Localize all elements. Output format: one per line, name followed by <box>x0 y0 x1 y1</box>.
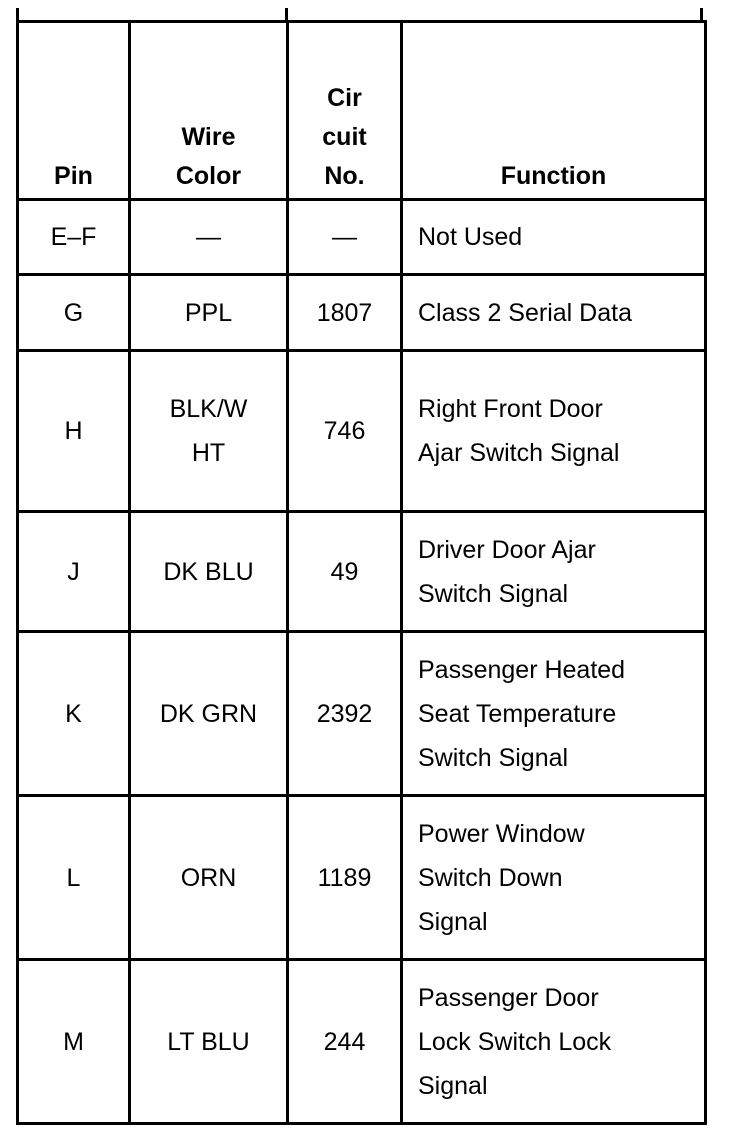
connector-pinout-table <box>16 20 707 1125</box>
wire-color-cell: PPL <box>130 275 288 351</box>
table-row <box>18 796 706 960</box>
circuit-cell: 244 <box>288 960 402 1124</box>
pin-cell: H <box>18 351 130 512</box>
table-row <box>18 512 706 632</box>
circuit-cell: 1807 <box>288 275 402 351</box>
function-cell: Passenger Heated Seat Temperature Switch Signal <box>402 632 706 796</box>
table-row <box>18 960 706 1124</box>
wire-color-cell: DK GRN <box>130 632 288 796</box>
table-row <box>18 275 706 351</box>
circuit-cell: 49 <box>288 512 402 632</box>
header-function: Function <box>402 22 706 200</box>
header-pin: Pin <box>18 22 130 200</box>
pin-cell: J <box>18 512 130 632</box>
header-row <box>18 22 706 200</box>
wire-color-cell: ORN <box>130 796 288 960</box>
wire-color-cell: LT BLU <box>130 960 288 1124</box>
function-cell: Not Used <box>402 200 706 275</box>
pin-cell: E–F <box>18 200 130 275</box>
pin-cell: M <box>18 960 130 1124</box>
wire-color-cell: BLK/W HT <box>130 351 288 512</box>
function-cell: Class 2 Serial Data <box>402 275 706 351</box>
pin-cell: G <box>18 275 130 351</box>
function-cell: Power Window Switch Down Signal <box>402 796 706 960</box>
circuit-cell: 1189 <box>288 796 402 960</box>
function-cell: Passenger Door Lock Switch Lock Signal <box>402 960 706 1124</box>
wire-color-cell: DK BLU <box>130 512 288 632</box>
header-wire-color: Wire Color <box>130 22 288 200</box>
pin-cell: L <box>18 796 130 960</box>
header-circuit-number: Cir cuit No. <box>288 22 402 200</box>
pin-cell: K <box>18 632 130 796</box>
circuit-cell: — <box>288 200 402 275</box>
table-row <box>18 200 706 275</box>
circuit-cell: 2392 <box>288 632 402 796</box>
circuit-cell: 746 <box>288 351 402 512</box>
wire-color-cell: — <box>130 200 288 275</box>
table-row <box>18 351 706 512</box>
function-cell: Right Front Door Ajar Switch Signal <box>402 351 706 512</box>
function-cell: Driver Door Ajar Switch Signal <box>402 512 706 632</box>
table-row <box>18 632 706 796</box>
